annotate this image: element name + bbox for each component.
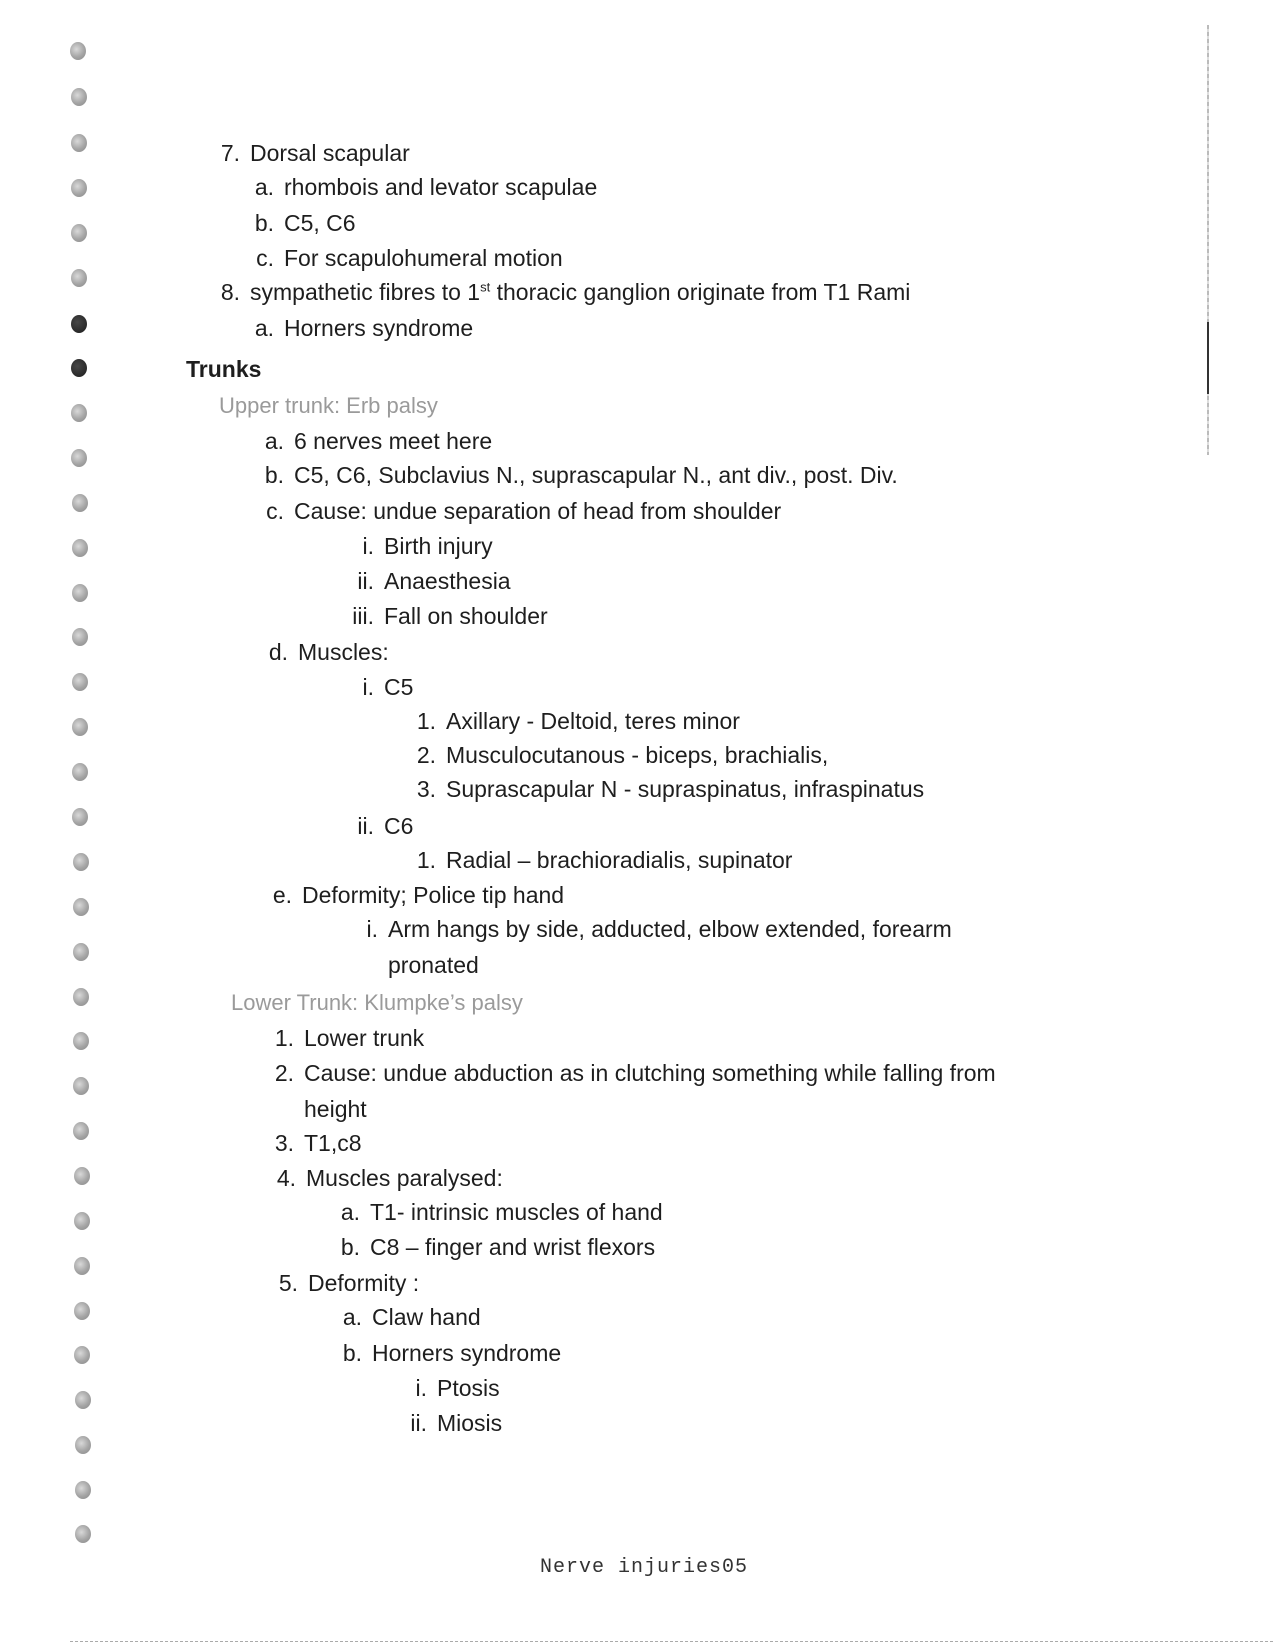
list-marker: 4.: [276, 1165, 296, 1191]
list-marker: a.: [264, 428, 284, 454]
punch-hole-icon: [74, 1257, 90, 1275]
punch-hole-icon: [72, 584, 88, 602]
list-item: [240, 313, 473, 343]
list-marker: i.: [362, 533, 374, 559]
list-marker: b.: [342, 1340, 362, 1366]
list-item: [258, 880, 564, 910]
list-item-text: Radial – brachioradialis, supinator: [446, 847, 793, 873]
list-item-text: Horners syndrome: [284, 315, 474, 341]
list-marker: ii.: [357, 813, 374, 839]
list-item: [340, 566, 511, 596]
list-marker: 3.: [274, 1130, 294, 1156]
superscript: st: [480, 279, 491, 295]
list-item-text: Cause: undue abduction as in clutching something while falling from: [304, 1060, 996, 1086]
punch-hole-icon: [75, 1525, 91, 1543]
list-marker: a.: [254, 174, 274, 200]
list-item-text: Ptosis: [437, 1375, 500, 1401]
list-marker: 1.: [416, 708, 436, 734]
list-item-text: Cause: undue separation of head from shoulder: [294, 498, 782, 524]
list-marker: 8.: [220, 279, 240, 305]
punch-hole-icon: [75, 1391, 91, 1409]
punch-hole-icon: [74, 1302, 90, 1320]
list-marker: iii.: [352, 603, 374, 629]
list-item-text: rhombois and levator scapulae: [284, 174, 598, 200]
list-item: [250, 460, 898, 490]
list-item-text: C5: [384, 674, 414, 700]
list-marker: 3.: [416, 776, 436, 802]
list-item-text: C8 – finger and wrist flexors: [370, 1234, 656, 1260]
punch-hole-icon: [72, 763, 88, 781]
list-marker: a.: [340, 1199, 360, 1225]
list-marker: a.: [342, 1304, 362, 1330]
subsection-title: Upper trunk: Erb palsy: [219, 393, 438, 418]
list-marker: 1.: [274, 1025, 294, 1051]
punch-hole-icon: [72, 539, 88, 557]
list-item: [402, 845, 792, 875]
punch-hole-icon: [72, 673, 88, 691]
list-item: [344, 950, 479, 980]
list-marker: ii.: [410, 1410, 427, 1436]
punch-hole-icon: [75, 1436, 91, 1454]
list-item: [402, 774, 924, 804]
list-item-text: 6 nerves meet here: [294, 428, 493, 454]
punch-hole-icon: [73, 1122, 89, 1140]
list-item: [402, 706, 740, 736]
list-item: [206, 138, 410, 168]
punch-hole-icon: [72, 628, 88, 646]
list-item-text: Anaesthesia: [384, 568, 511, 594]
list-item: [393, 1373, 500, 1403]
list-item: [326, 1197, 663, 1227]
list-item: [402, 740, 828, 770]
punch-hole-icon: [75, 1481, 91, 1499]
list-item-text: Muscles paralysed:: [306, 1165, 503, 1191]
list-item: [340, 531, 493, 561]
list-item: [240, 172, 597, 202]
list-item: [262, 1163, 503, 1193]
list-item-text: Muscles:: [298, 639, 389, 665]
page-footer: Nerve injuries05: [540, 1556, 749, 1579]
list-marker: b.: [340, 1234, 360, 1260]
punch-hole-icon: [71, 224, 87, 242]
list-item: [328, 1338, 561, 1368]
list-item-text: Birth injury: [384, 533, 493, 559]
list-item: [206, 277, 910, 307]
punch-hole-icon: [71, 315, 87, 333]
list-marker: 5.: [278, 1270, 298, 1296]
punch-hole-icon: [73, 898, 89, 916]
binder-holes: [0, 0, 140, 1650]
list-item-text: T1- intrinsic muscles of hand: [370, 1199, 663, 1225]
list-marker: i.: [366, 916, 378, 942]
scan-bottom-edge: [70, 1641, 1275, 1642]
list-item: [340, 601, 548, 631]
list-marker: 2.: [416, 742, 436, 768]
punch-hole-icon: [74, 1212, 90, 1230]
scan-edge-mark: [1207, 322, 1209, 394]
punch-hole-icon: [71, 88, 87, 106]
list-item: [254, 637, 389, 667]
list-marker: a.: [254, 315, 274, 341]
list-item-text: Horners syndrome: [372, 1340, 562, 1366]
punch-hole-icon: [71, 134, 87, 152]
list-item-text: C5, C6, Subclavius N., suprascapular N., ant div., post. Div.: [294, 462, 898, 488]
section-heading: Trunks: [186, 356, 262, 382]
punch-hole-icon: [73, 1077, 89, 1095]
list-marker: d.: [268, 639, 288, 665]
list-marker: 7.: [220, 140, 240, 166]
list-item: [260, 1058, 996, 1088]
list-item-text: Arm hangs by side, adducted, elbow extended, forearm: [388, 916, 952, 942]
list-item: [340, 672, 413, 702]
list-item-text: C6: [384, 813, 414, 839]
list-marker: i.: [362, 674, 374, 700]
punch-hole-icon: [71, 179, 87, 197]
list-item-text: Deformity :: [308, 1270, 420, 1296]
list-item-text: Deformity; Police tip hand: [302, 882, 565, 908]
list-item-text: Suprascapular N - supraspinatus, infraspinatus: [446, 776, 925, 802]
list-item-text: pronated: [388, 952, 479, 978]
list-item: [393, 1408, 502, 1438]
punch-hole-icon: [71, 449, 87, 467]
list-item-text: Lower trunk: [304, 1025, 425, 1051]
list-item-text: C5, C6: [284, 210, 356, 236]
list-item: [264, 1268, 419, 1298]
punch-hole-icon: [71, 359, 87, 377]
list-item: [344, 914, 952, 944]
list-item: [340, 811, 413, 841]
list-item-text: Claw hand: [372, 1304, 481, 1330]
punch-hole-icon: [73, 853, 89, 871]
list-item: [260, 1128, 362, 1158]
list-marker: b.: [254, 210, 274, 236]
list-marker: e.: [272, 882, 292, 908]
list-marker: 1.: [416, 847, 436, 873]
punch-hole-icon: [73, 1032, 89, 1050]
list-item-text: thoracic ganglion originate from T1 Rami: [490, 279, 911, 305]
list-item: [260, 1094, 367, 1124]
list-item-text: Miosis: [437, 1410, 503, 1436]
punch-hole-icon: [71, 269, 87, 287]
list-item-text: Fall on shoulder: [384, 603, 548, 629]
list-item: [328, 1302, 481, 1332]
list-item: [240, 243, 563, 273]
list-item: [240, 208, 356, 238]
list-item-text: sympathetic fibres to 1: [250, 279, 481, 305]
list-marker: c.: [256, 245, 274, 271]
list-item: [250, 426, 492, 456]
list-item-text: T1,c8: [304, 1130, 362, 1156]
list-marker: c.: [266, 498, 284, 524]
punch-hole-icon: [74, 1167, 90, 1185]
list-item-text: height: [304, 1096, 367, 1122]
punch-hole-icon: [70, 42, 86, 60]
list-item-text: For scapulohumeral motion: [284, 245, 563, 271]
punch-hole-icon: [73, 988, 89, 1006]
subsection-title: Lower Trunk: Klumpke’s palsy: [231, 990, 523, 1015]
punch-hole-icon: [72, 718, 88, 736]
list-item: [326, 1232, 655, 1262]
list-marker: ii.: [357, 568, 374, 594]
list-marker: b.: [264, 462, 284, 488]
list-item-text: Dorsal scapular: [250, 140, 410, 166]
list-marker: 2.: [274, 1060, 294, 1086]
list-item: [260, 1023, 424, 1053]
list-item: [250, 496, 781, 526]
punch-hole-icon: [71, 404, 87, 422]
list-item-text: Axillary - Deltoid, teres minor: [446, 708, 740, 734]
punch-hole-icon: [72, 494, 88, 512]
punch-hole-icon: [72, 808, 88, 826]
punch-hole-icon: [74, 1346, 90, 1364]
list-item-text: Musculocutanous - biceps, brachialis,: [446, 742, 829, 768]
list-marker: i.: [415, 1375, 427, 1401]
punch-hole-icon: [73, 943, 89, 961]
